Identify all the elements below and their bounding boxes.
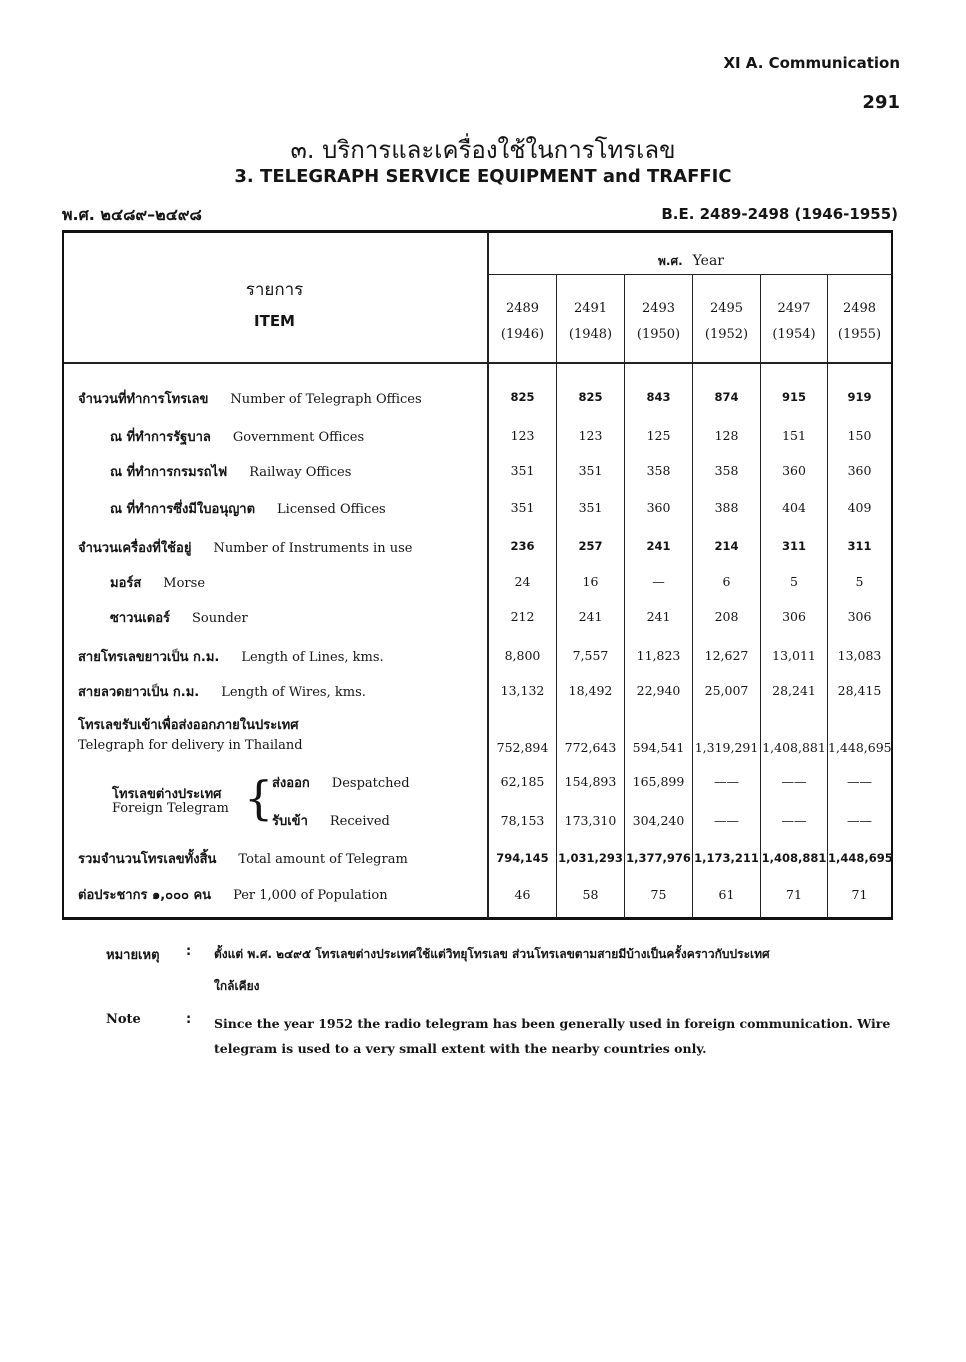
table-cell: 915 xyxy=(781,390,806,404)
table-cell: 123 xyxy=(578,428,603,443)
year-column-header: 2493 (1950) xyxy=(636,301,681,342)
table-cell: 173,310 xyxy=(564,813,617,828)
table-cell: 306 xyxy=(782,609,806,624)
table-cell: 351 xyxy=(510,463,535,478)
header-bottom-rule xyxy=(64,362,891,364)
row-label xyxy=(78,388,422,409)
table-cell: 358 xyxy=(646,463,671,478)
table-cell: 62,185 xyxy=(500,774,545,789)
table-cell: 6 xyxy=(722,574,731,589)
table-cell: 208 xyxy=(714,609,739,624)
note-label-thai: หมายเหตุ xyxy=(106,948,160,963)
year-column-header: 2489 (1946) xyxy=(500,301,545,342)
table-cell: 360 xyxy=(847,463,872,478)
table-cell: 58 xyxy=(582,887,599,902)
table-cell: 78,153 xyxy=(500,813,545,828)
row-label-english: Licensed Offices xyxy=(277,502,386,517)
table-cell: 13,132 xyxy=(500,683,545,698)
row-label-english: Railway Offices xyxy=(249,465,352,480)
note-colon: : xyxy=(186,1012,192,1027)
table-cell: 28,241 xyxy=(772,683,816,698)
table-cell: 304,240 xyxy=(632,813,685,828)
table-cell: 257 xyxy=(578,539,603,553)
row-label xyxy=(110,426,364,447)
table-cell: 12,627 xyxy=(704,648,749,663)
table-cell: — xyxy=(652,574,665,589)
table-cell: 61 xyxy=(718,887,735,902)
row-label-english: Length of Lines, kms. xyxy=(241,650,384,665)
row-label xyxy=(78,646,384,667)
table-cell: 214 xyxy=(714,539,739,553)
item-header-thai: รายการ xyxy=(245,280,304,300)
table-cell: 5 xyxy=(855,574,864,589)
row-label-thai: ณ ที่ทำการรัฐบาล xyxy=(110,430,211,445)
table-cell: 825 xyxy=(510,390,535,404)
foreign-label-english: Foreign Telegram xyxy=(112,801,229,816)
table-cell: —— xyxy=(781,813,807,828)
row-label xyxy=(110,607,248,628)
table-cell: 123 xyxy=(510,428,535,443)
table-cell: 874 xyxy=(714,390,739,404)
table-cell: 1,319,291 xyxy=(694,740,759,755)
table-cell: 1,377,976 xyxy=(626,851,691,865)
table-cell: 28,415 xyxy=(837,683,882,698)
row-label-thai: โทรเลขรับเข้าเพื่อส่งออกภายในประเทศ xyxy=(78,718,299,733)
table-cell: 154,893 xyxy=(564,774,617,789)
table-cell: 752,894 xyxy=(496,740,549,755)
year-column-header: 2495 (1952) xyxy=(704,301,749,342)
row-label-thai: สายลวดยาวเป็น ก.ม. xyxy=(78,685,200,700)
row-label-english: Sounder xyxy=(192,611,248,626)
table-cell: 22,940 xyxy=(636,683,681,698)
table-cell: 125 xyxy=(646,428,671,443)
table-cell: 825 xyxy=(578,390,603,404)
year-column-header: 2498 (1955) xyxy=(837,301,882,342)
table-cell: 1,448,695 xyxy=(828,851,893,865)
table-cell: 1,031,293 xyxy=(558,851,623,865)
table-cell: 241 xyxy=(646,609,671,624)
note-label-english: Note xyxy=(106,1012,141,1027)
section-heading: XI A. Communication xyxy=(723,54,900,72)
table-cell: 351 xyxy=(578,463,603,478)
row-label-english: Number of Telegraph Offices xyxy=(230,392,422,407)
year-column-header: 2497 (1954) xyxy=(772,301,816,342)
row-label-english: Government Offices xyxy=(232,430,365,445)
table-cell: 46 xyxy=(514,887,531,902)
table-cell: 165,899 xyxy=(632,774,685,789)
row-label xyxy=(110,498,386,519)
table-cell: 151 xyxy=(782,428,806,443)
row-label-thai: สายโทรเลขยาวเป็น ก.ม. xyxy=(78,650,220,665)
note-colon: : xyxy=(186,944,192,959)
title-english: 3. TELEGRAPH SERVICE EQUIPMENT and TRAFFIC xyxy=(234,166,732,187)
row-label-english: Telegraph for delivery in Thailand xyxy=(78,738,303,753)
per-population-label: ต่อประชากร ๑,๐๐๐ คน Per 1,000 of Population xyxy=(78,888,388,903)
total-label: รวมจำนวนโทรเลขทั้งสิ้น Total amount of Telegram xyxy=(78,852,408,867)
table-cell: 75 xyxy=(650,887,667,902)
table-cell: 794,145 xyxy=(496,851,549,865)
row-label xyxy=(78,681,366,702)
title-thai: ๓. บริการและเครื่องใช้ในการโทรเลข xyxy=(290,136,676,164)
note-text-english-cont: telegram is used to a very small extent with the nearby countries only. xyxy=(214,1041,707,1056)
table-cell: —— xyxy=(847,813,872,828)
year-header-thai: พ.ศ. xyxy=(657,254,683,268)
note-text-thai-cont: ใกล้เคียง xyxy=(214,979,260,993)
row-label-thai: ณ ที่ทำการกรมรถไฟ xyxy=(110,465,228,480)
table-cell: 11,823 xyxy=(636,648,681,663)
table-cell: 13,011 xyxy=(772,648,816,663)
row-label xyxy=(110,572,205,593)
table-cell: 18,492 xyxy=(568,683,613,698)
row-label-thai: ณ ที่ทำการซึ่งมีใบอนุญาต xyxy=(110,502,256,517)
row-label-thai: จำนวนที่ทำการโทรเลข xyxy=(78,392,209,407)
row-label-thai: ซาวนเดอร์ xyxy=(110,611,170,626)
table-cell: 241 xyxy=(578,609,603,624)
table-cell: 388 xyxy=(714,500,739,515)
table-cell: 212 xyxy=(510,609,535,624)
item-header-english: ITEM xyxy=(254,312,295,330)
table-cell: 358 xyxy=(714,463,739,478)
row-label xyxy=(78,537,412,558)
table-cell: 150 xyxy=(847,428,872,443)
table-cell: 360 xyxy=(782,463,806,478)
year-header xyxy=(489,252,893,271)
row-label-english: Length of Wires, kms. xyxy=(221,685,366,700)
note-text-thai: ตั้งแต่ พ.ศ. ๒๔๙๕ โทรเลขต่างประเทศใช้แต่วิทยุโทรเลข ส่วนโทรเลขตามสายมีบ้างเป็นครั้งคราวกับประเทศ xyxy=(214,947,770,961)
table-cell: —— xyxy=(714,813,739,828)
table-cell: 306 xyxy=(847,609,872,624)
table-cell: —— xyxy=(781,774,807,789)
foreign-label-thai: โทรเลขต่างประเทศ xyxy=(112,787,222,802)
table-cell: 311 xyxy=(781,539,806,553)
row-label-english: Number of Instruments in use xyxy=(213,541,413,556)
table-cell: 1,408,881 xyxy=(761,851,827,865)
despatched-label: ส่งออก Despatched xyxy=(272,776,410,791)
table-cell: 594,541 xyxy=(632,740,685,755)
table-cell: 16 xyxy=(582,574,599,589)
table-cell: 919 xyxy=(847,390,872,404)
table-cell: 71 xyxy=(786,887,802,902)
table-cell: 25,007 xyxy=(704,683,749,698)
table-cell: 241 xyxy=(646,539,671,553)
table-cell: 1,408,881 xyxy=(762,740,826,755)
table-cell: 409 xyxy=(847,500,872,515)
table-cell: 13,083 xyxy=(837,648,882,663)
received-label: รับเข้า Received xyxy=(272,814,390,829)
table-cell: 71 xyxy=(851,887,868,902)
table-cell: 772,643 xyxy=(564,740,617,755)
period-thai: พ.ศ. ๒๔๘๙–๒๔๙๘ xyxy=(62,205,202,224)
table-cell: —— xyxy=(714,774,739,789)
table-cell: 1,448,695 xyxy=(828,740,892,755)
table-cell: —— xyxy=(847,774,872,789)
table-cell: 236 xyxy=(510,539,535,553)
row-label-english: Morse xyxy=(163,576,206,591)
table-cell: 128 xyxy=(714,428,739,443)
table-cell: 351 xyxy=(578,500,603,515)
table-cell: 8,800 xyxy=(504,648,541,663)
year-header-rule xyxy=(489,274,893,275)
table-cell: 843 xyxy=(646,390,671,404)
left-brace: { xyxy=(244,771,274,825)
table-cell: 311 xyxy=(847,539,872,553)
page-number: 291 xyxy=(862,92,900,113)
table-cell: 24 xyxy=(514,574,531,589)
row-label-thai: จำนวนเครื่องที่ใช้อยู่ xyxy=(78,541,192,556)
note-text-english: Since the year 1952 the radio telegram has been generally used in foreign communication. Wire xyxy=(214,1016,891,1031)
year-header-english: Year xyxy=(692,253,724,269)
row-label-thai: มอร์ส xyxy=(110,576,142,591)
table-cell: 1,173,211 xyxy=(694,851,759,865)
row-label xyxy=(110,461,351,482)
table-cell: 351 xyxy=(510,500,535,515)
table-cell: 7,557 xyxy=(572,648,609,663)
table-cell: 360 xyxy=(646,500,671,515)
table-cell: 404 xyxy=(782,500,806,515)
table-cell: 5 xyxy=(790,574,798,589)
period-english: B.E. 2489-2498 (1946-1955) xyxy=(661,205,898,223)
year-column-header: 2491 (1948) xyxy=(568,301,613,342)
